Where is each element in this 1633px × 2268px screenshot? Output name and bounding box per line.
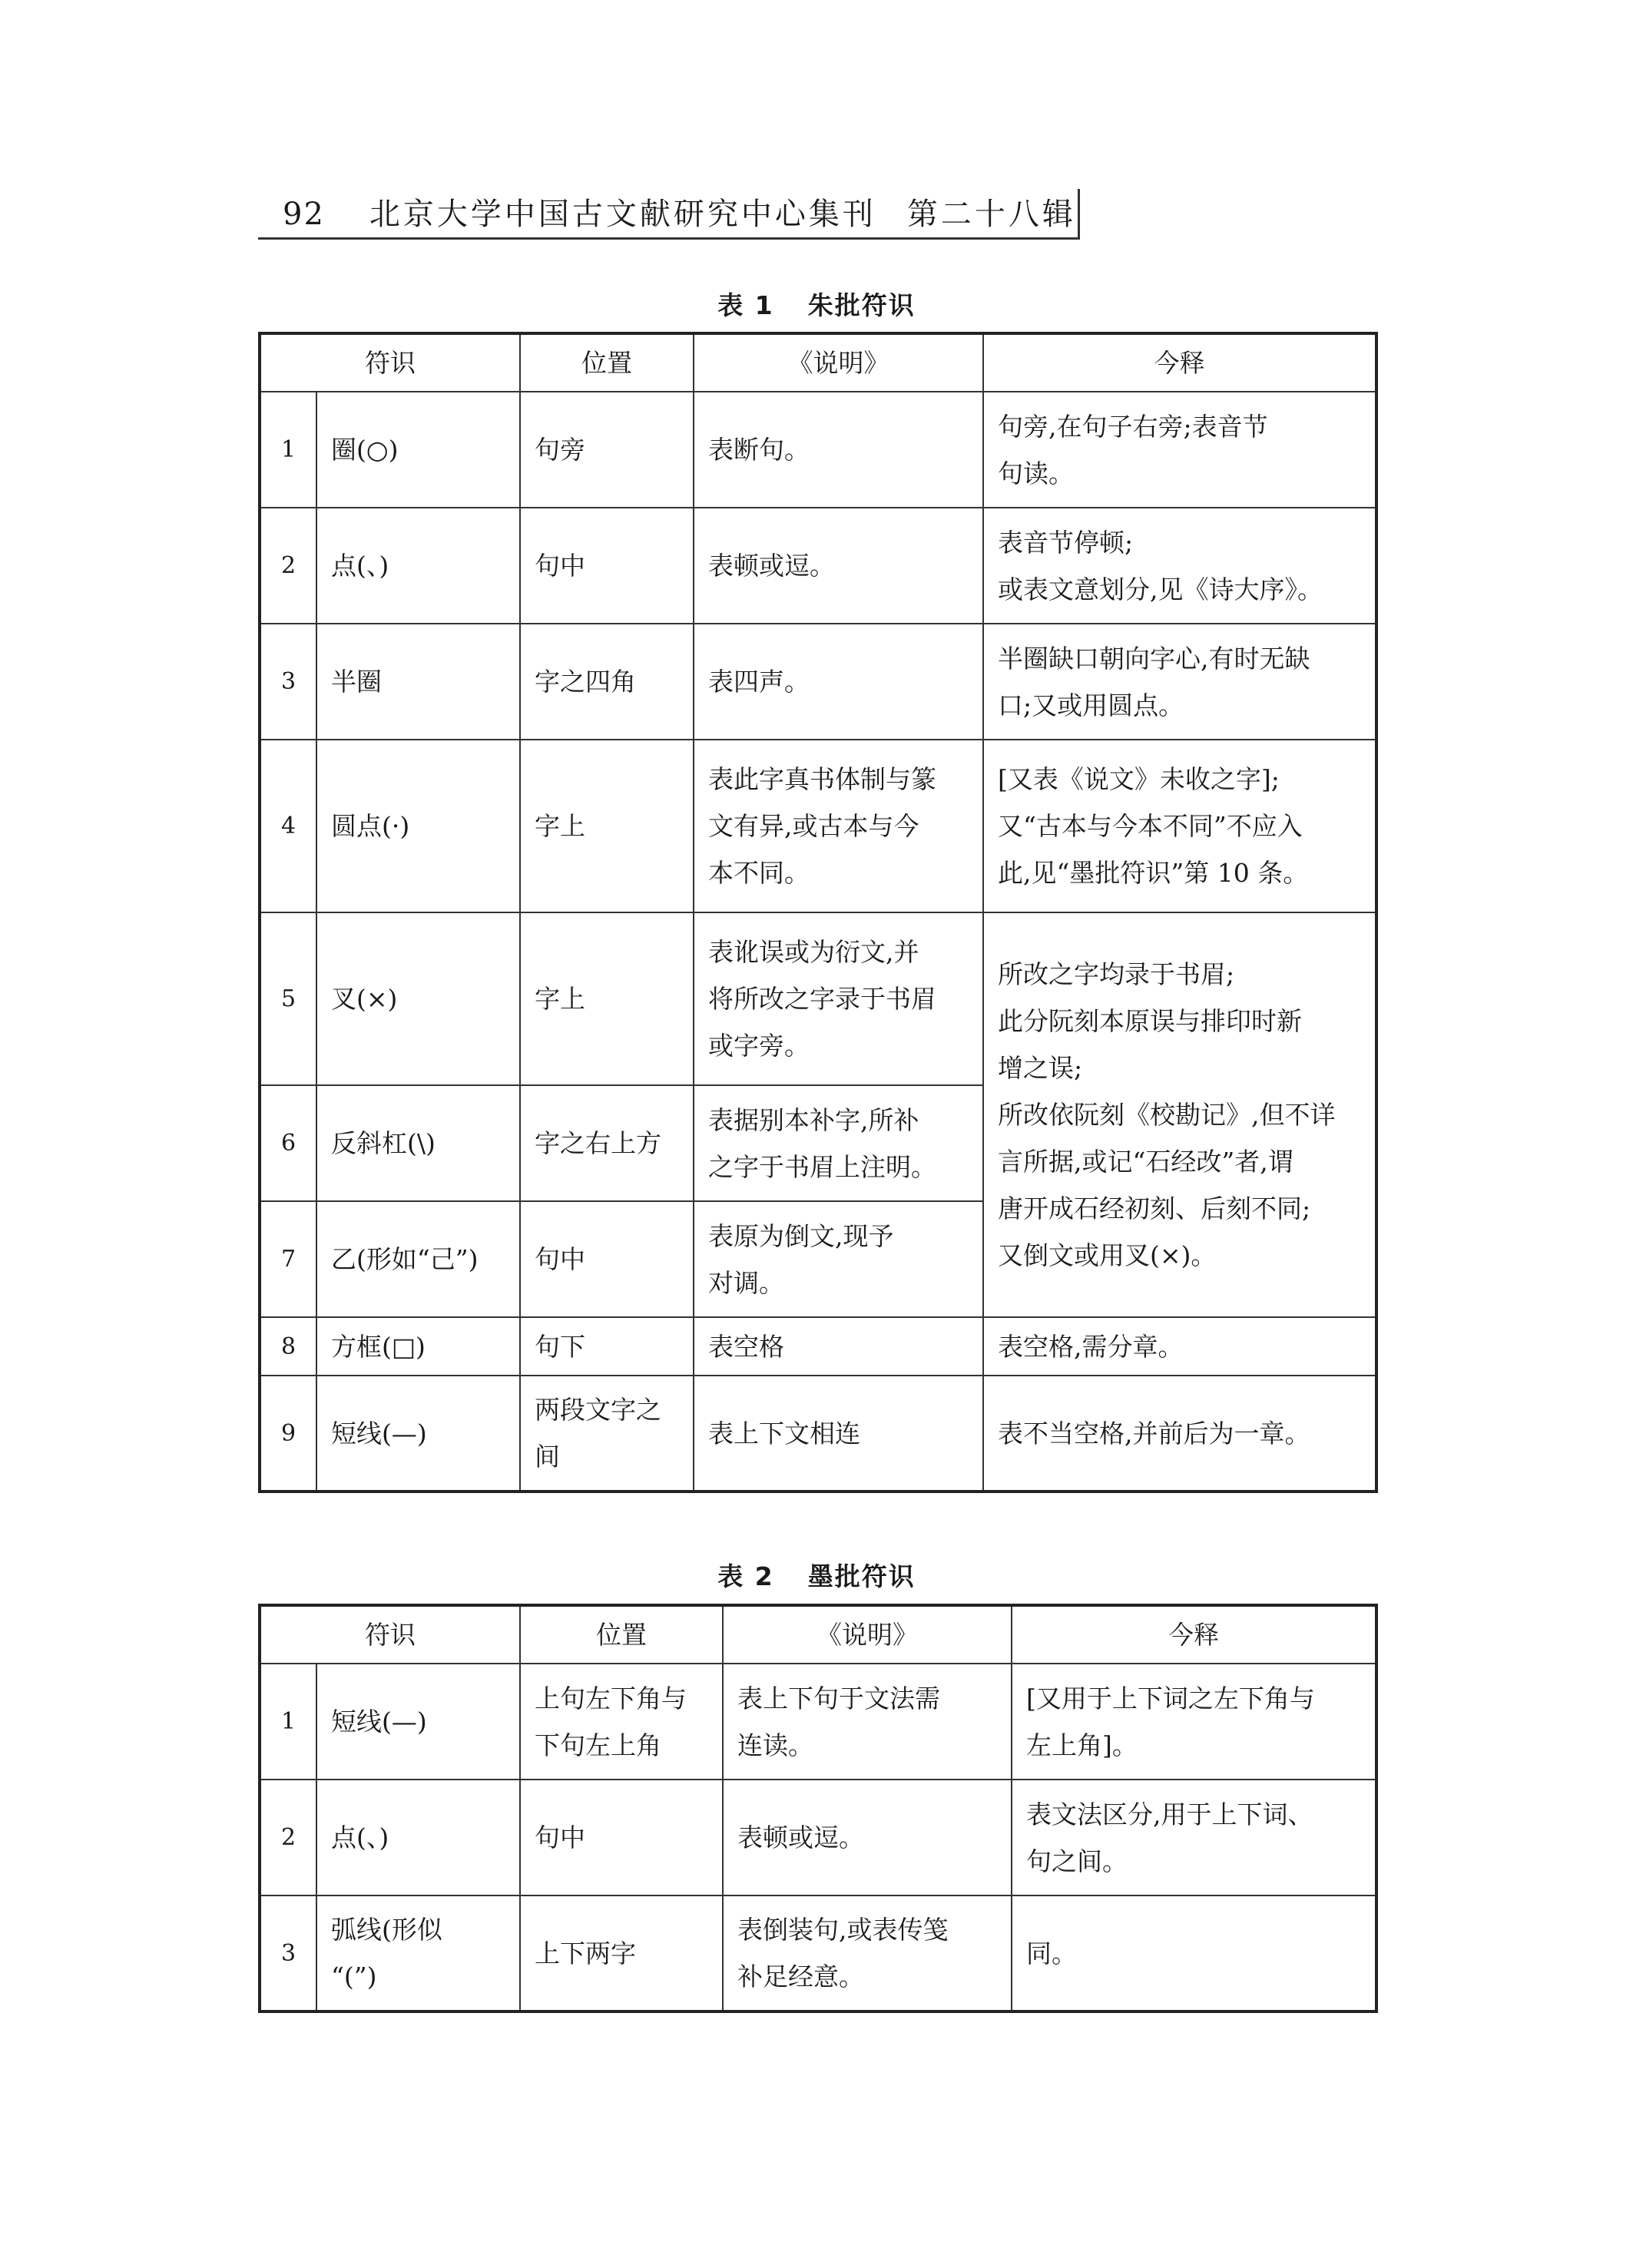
text-line: 之字于书眉上注明。 — [708, 1151, 936, 1182]
row-number: 3 — [260, 1896, 316, 2011]
position-cell: 句中 — [520, 1201, 694, 1317]
explanation-cell — [694, 740, 983, 912]
text-line: 唐开成石经初刻、后刻不同; — [998, 1194, 1311, 1223]
explanation-cell — [694, 624, 983, 740]
text-line: 上句左下角与 — [535, 1683, 687, 1713]
table2-caption-title: 墨批符识 — [807, 1561, 916, 1591]
text-line: 句之间。 — [1026, 1846, 1128, 1876]
table2-caption-number: 表 2 — [717, 1561, 774, 1591]
explanation-cell — [694, 392, 983, 508]
text-line: 句旁,在句子右旁;表音节 — [998, 411, 1268, 442]
mark-cell: 半圈 — [316, 624, 520, 740]
table1-header-modern: 今释 — [983, 333, 1376, 392]
table1-header-position: 位置 — [520, 333, 694, 392]
mark-cell: 乙(形如“己”) — [316, 1201, 520, 1317]
modern-cell — [983, 1376, 1376, 1492]
table1-caption-number: 表 1 — [717, 290, 774, 320]
position-cell — [520, 1664, 723, 1780]
position-cell: 字上 — [520, 912, 694, 1085]
text-line: 或字旁。 — [708, 1031, 810, 1061]
row-number: 6 — [260, 1085, 316, 1201]
explanation-cell — [694, 1085, 983, 1201]
table1-caption — [0, 286, 1633, 322]
position-cell: 字上 — [520, 740, 694, 912]
text-line: 又倒文或用叉(×)。 — [998, 1240, 1217, 1270]
table2 — [258, 1604, 1378, 2013]
explanation-cell — [694, 912, 983, 1085]
table-row — [260, 1664, 1376, 1780]
mark-cell: 点(、) — [316, 1780, 520, 1896]
table1 — [258, 332, 1378, 1493]
position-cell: 两段文字之间 — [520, 1376, 694, 1492]
row-number: 8 — [260, 1317, 316, 1376]
mark-cell: 叉(×) — [316, 912, 520, 1085]
table-row — [260, 624, 1376, 740]
modern-cell — [1012, 1896, 1376, 2011]
table1-header-row — [260, 333, 1376, 392]
text-line: 表讹误或为衍文,并 — [708, 937, 919, 967]
text-line: [又表《说文》未收之字]; — [998, 764, 1280, 794]
text-line: 或表文意划分,见《诗大序》。 — [998, 574, 1323, 604]
text-line: 表据别本补字,所补 — [708, 1104, 919, 1135]
text-line: 表空格,需分章。 — [998, 1331, 1184, 1362]
text-line: 言所据,或记“石经改”者,谓 — [998, 1147, 1293, 1177]
table2-header-position: 位置 — [520, 1605, 723, 1664]
row-number: 4 — [260, 740, 316, 912]
position-cell — [520, 1780, 723, 1896]
mark-cell: 短线(—) — [316, 1376, 520, 1492]
table2-caption — [0, 1557, 1633, 1593]
text-line: 所改之字均录于书眉; — [998, 959, 1235, 989]
table-row — [260, 912, 1376, 1085]
modern-cell — [983, 392, 1376, 508]
text-line: 弧线(形似 — [331, 1915, 442, 1945]
table2-header-explanation: 《说明》 — [723, 1605, 1012, 1664]
text-line: 表四声。 — [708, 667, 810, 697]
text-line: 句读。 — [998, 458, 1074, 488]
table2-header-mark: 符识 — [260, 1605, 520, 1664]
text-line: 表原为倒文,现予 — [708, 1220, 894, 1251]
text-line: 表顿或逗。 — [737, 1823, 864, 1852]
text-line: 文有异,或古本与今 — [708, 811, 919, 841]
text-line: 补足经意。 — [737, 1962, 864, 1992]
modern-cell — [983, 1317, 1376, 1376]
position-cell — [520, 1896, 723, 2011]
mark-cell: 圆点(·) — [316, 740, 520, 912]
explanation-cell — [723, 1780, 1012, 1896]
running-header — [258, 189, 1080, 240]
position-cell: 句旁 — [520, 392, 694, 508]
mark-cell: 短线(—) — [316, 1664, 520, 1780]
explanation-cell — [723, 1664, 1012, 1780]
modern-cell — [983, 508, 1376, 624]
text-line: 表上下句于文法需 — [737, 1683, 940, 1713]
position-cell: 字之四角 — [520, 624, 694, 740]
explanation-cell — [723, 1896, 1012, 2011]
table-row — [260, 740, 1376, 912]
modern-cell — [1012, 1780, 1376, 1896]
text-line: 此分阮刻本原误与排印时新 — [998, 1006, 1302, 1036]
text-line: 口;又或用圆点。 — [998, 690, 1184, 720]
text-line: 又“古本与今本不同”不应入 — [998, 811, 1303, 841]
row-number: 1 — [260, 1664, 316, 1780]
table-row — [260, 508, 1376, 624]
text-line: 表音节停顿; — [998, 527, 1134, 558]
text-line: 表文法区分,用于上下词、 — [1026, 1799, 1313, 1829]
table-row — [260, 392, 1376, 508]
position-cell: 字之右上方 — [520, 1085, 694, 1201]
modern-cell — [1012, 1664, 1376, 1780]
text-line: 左上角]。 — [1026, 1730, 1138, 1760]
table1-header-mark: 符识 — [260, 333, 520, 392]
text-line: 半圈缺口朝向字心,有时无缺 — [998, 643, 1310, 674]
row-number: 3 — [260, 624, 316, 740]
mark-cell: 圈(○) — [316, 392, 520, 508]
row-number: 2 — [260, 1780, 316, 1896]
table-row — [260, 1780, 1376, 1896]
table2-header-modern: 今释 — [1012, 1605, 1376, 1664]
text-line: 下句左上角 — [535, 1730, 661, 1760]
text-line: 表倒装句,或表传笺 — [737, 1915, 949, 1945]
row-number: 9 — [260, 1376, 316, 1492]
position-cell: 句下 — [520, 1317, 694, 1376]
text-line: 表上下文相连 — [708, 1418, 860, 1449]
row-number: 1 — [260, 392, 316, 508]
row-number: 7 — [260, 1201, 316, 1317]
volume-label: 第二十八辑 — [906, 197, 1076, 232]
table2-header-row — [260, 1605, 1376, 1664]
text-line: 此,见“墨批符识”第 10 条。 — [998, 858, 1309, 888]
table-row — [260, 1896, 1376, 2011]
text-line: 表顿或逗。 — [708, 551, 835, 581]
row-number: 2 — [260, 508, 316, 624]
text-line: 本不同。 — [708, 858, 810, 888]
table-row — [260, 1317, 1376, 1376]
modern-cell-merged — [983, 912, 1376, 1317]
mark-cell: 方框(□) — [316, 1317, 520, 1376]
mark-cell: 反斜杠(\) — [316, 1085, 520, 1201]
modern-cell — [983, 624, 1376, 740]
mark-cell — [316, 1896, 520, 2011]
explanation-cell — [694, 1317, 983, 1376]
text-line: 连读。 — [737, 1730, 813, 1760]
text-line: 增之误; — [998, 1053, 1083, 1083]
journal-title: 北京大学中国古文献研究中心集刊 — [369, 197, 876, 232]
text-line: 同。 — [1026, 1938, 1077, 1968]
text-line: 表此字真书体制与篆 — [708, 764, 936, 794]
modern-cell — [983, 740, 1376, 912]
text-line: 表空格 — [708, 1331, 784, 1362]
explanation-cell — [694, 1201, 983, 1317]
text-line: “(”) — [331, 1962, 377, 1992]
text-line: 表断句。 — [708, 435, 810, 465]
text-line: 句中 — [535, 1823, 585, 1852]
table1-caption-title: 朱批符识 — [807, 290, 916, 320]
row-number: 5 — [260, 912, 316, 1085]
table1-header-explanation: 《说明》 — [694, 333, 983, 392]
position-cell: 句中 — [520, 508, 694, 624]
text-line: 所改依阮刻《校勘记》,但不详 — [998, 1100, 1336, 1130]
text-line: 表不当空格,并前后为一章。 — [998, 1418, 1310, 1449]
explanation-cell — [694, 508, 983, 624]
text-line: 上下两字 — [535, 1938, 636, 1968]
table-row — [260, 1376, 1376, 1492]
text-line: 对调。 — [708, 1267, 784, 1298]
text-line: 将所改之字录于书眉 — [708, 984, 936, 1014]
mark-cell: 点(、) — [316, 508, 520, 624]
explanation-cell — [694, 1376, 983, 1492]
page-number: 92 — [283, 197, 325, 232]
text-line: [又用于上下词之左下角与 — [1026, 1683, 1315, 1713]
